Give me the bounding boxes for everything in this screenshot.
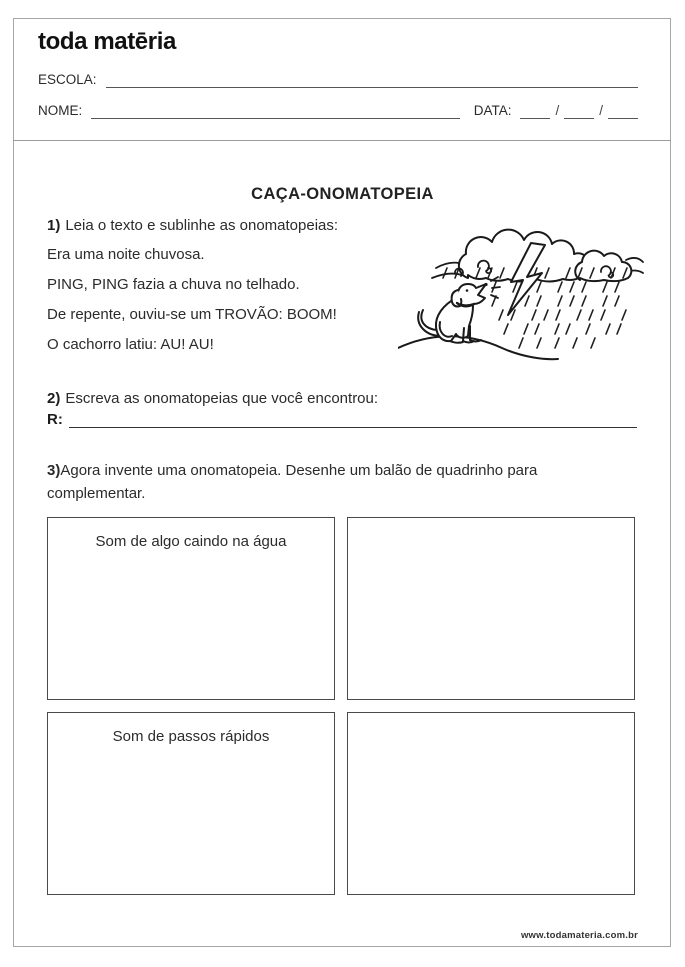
dog-paws xyxy=(450,340,481,343)
drawing-box-caption: Som de passos rápidos xyxy=(112,728,270,745)
storm-dog-illustration xyxy=(398,218,644,368)
school-field-row xyxy=(38,70,638,88)
answer-prefix: R: xyxy=(47,411,63,428)
dog-nose xyxy=(484,283,487,286)
question-3-number: 3) xyxy=(47,462,61,479)
date-slash: / xyxy=(555,103,560,118)
name-label: NOME: xyxy=(38,103,83,118)
question-2 xyxy=(47,390,637,428)
story-line: PING, PING fazia a chuva no telhado. xyxy=(47,276,300,293)
date-day-blank-line xyxy=(520,105,550,119)
worksheet-title: CAÇA-ONOMATOPEIA xyxy=(251,185,434,203)
date-label: DATA: xyxy=(473,103,512,118)
drawing-box-empty-1 xyxy=(347,517,635,700)
story-line: Era uma noite chuvosa. xyxy=(47,246,205,263)
answer-row xyxy=(47,411,637,428)
drawing-box-caption xyxy=(348,713,634,728)
question-2-prompt xyxy=(47,390,637,407)
drawing-box-caption: Som de algo caindo na água xyxy=(95,533,287,550)
question-1-prompt xyxy=(47,217,422,234)
drawing-box-water-sound xyxy=(47,517,335,700)
question-3-text: Agora invente uma onomatopeia. Desenhe um balão de quadrinho para complementar. xyxy=(47,462,538,502)
story-line: De repente, ouviu-se um TROVÃO: BOOM! xyxy=(47,306,337,323)
question-2-number: 2) xyxy=(47,390,61,407)
hill-ground xyxy=(398,336,558,359)
answer-blank-line xyxy=(69,413,637,428)
school-blank-line xyxy=(106,74,638,88)
question-1-number: 1) xyxy=(47,217,61,234)
question-1 xyxy=(47,217,422,359)
date-year-blank-line xyxy=(608,105,638,119)
drawing-box-caption xyxy=(348,518,634,533)
story-line: O cachorro latiu: AU! AU! xyxy=(47,336,214,353)
header-divider xyxy=(13,140,671,141)
question-1-text: Leia o texto e sublinhe as onomatopeias: xyxy=(65,217,339,234)
footer-url: www.todamateria.com.br xyxy=(520,930,638,941)
question-2-text: Escreva as onomatopeias que você encontrou: xyxy=(65,390,379,407)
date-slash: / xyxy=(599,103,603,118)
drawing-box-empty-2 xyxy=(347,712,635,895)
question-3 xyxy=(47,459,632,505)
dog-eye xyxy=(466,289,469,292)
name-date-field-row xyxy=(38,101,638,119)
date-month-blank-line xyxy=(564,105,594,119)
brand-logo: toda matēria xyxy=(38,28,176,55)
name-blank-line xyxy=(91,105,459,119)
school-label: ESCOLA: xyxy=(38,72,97,87)
drawing-box-footsteps-sound xyxy=(47,712,335,895)
